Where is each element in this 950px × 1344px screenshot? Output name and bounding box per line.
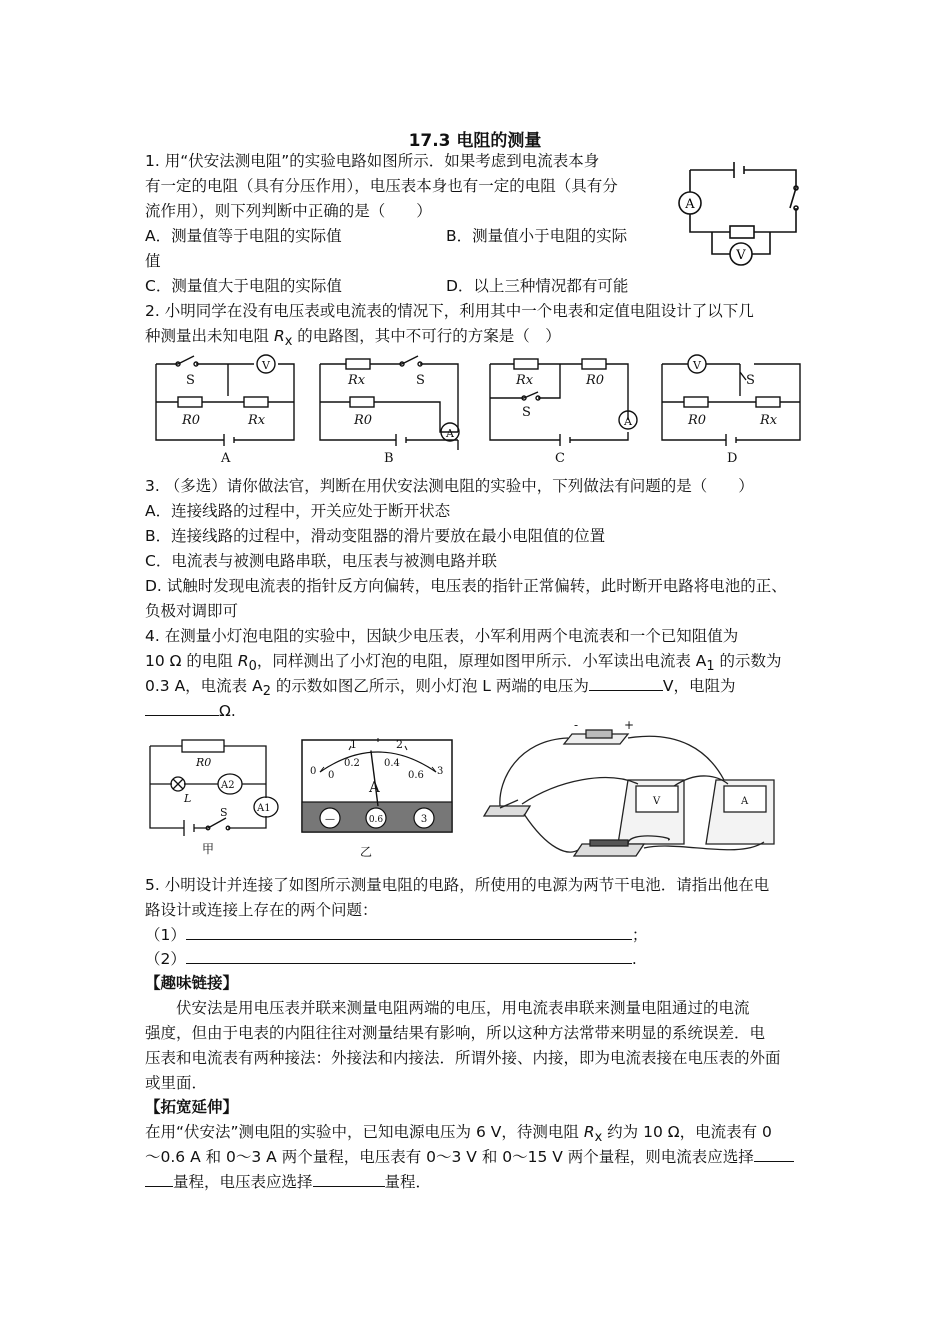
q4-jia-l: L <box>184 792 192 805</box>
q1-voltmeter-label: V <box>736 248 746 263</box>
q4-apparatus-minus: - <box>574 720 579 732</box>
q2-d-rx: Rx <box>760 413 778 428</box>
q5-line2: 路设计或连接上存在的两个问题： <box>145 901 378 919</box>
q2-d-voltmeter: V <box>693 359 701 372</box>
q4-meter-tick-right: 3 <box>437 766 444 777</box>
q2-label-a: A <box>221 451 231 466</box>
q2-c-r0: R0 <box>586 373 605 388</box>
q1-line3: 流作用），则下列判断中正确的是（ ） <box>145 202 432 220</box>
fun-p1: 伏安法是用电压表并联来测量电阻两端的电压，用电流表串联来测量电阻通过的电流 <box>145 999 750 1017</box>
q5-blank-2 <box>186 947 632 964</box>
q2-b-ammeter: A <box>446 427 454 440</box>
q2-a-rx: Rx <box>248 413 266 428</box>
q5-blank-1 <box>186 923 632 940</box>
q3-option-c: C．电流表与被测电路串联，电压表与被测电路并联 <box>145 552 497 570</box>
q4-meter-tick-b02: 0.2 <box>344 758 360 769</box>
q4-voltage-blank <box>589 674 663 691</box>
q2-b-switch: S <box>416 373 425 388</box>
q4-meter-tick-b0: 0 <box>328 770 335 781</box>
q2-c-switch: S <box>522 405 531 420</box>
q4-circuit-jia <box>146 736 286 858</box>
q2-a-voltmeter: V <box>262 359 270 372</box>
q4-jia-a1: A1 <box>257 803 271 814</box>
q4-meter-unit: A <box>369 778 380 796</box>
ext-line1: 在用“伏安法”测电阻的实验中，已知电源电压为 6 V，待测电阻 $R_x$ 约为 10 Ω，电流表有 0 <box>145 1123 772 1146</box>
q2-label-d: D <box>727 451 738 466</box>
page-title: 17.3 电阻的测量 <box>408 131 542 151</box>
q2-circuit-options <box>150 352 810 467</box>
q1-circuit-diagram <box>672 158 802 274</box>
fun-p4: 或里面． <box>145 1074 208 1092</box>
q2-d-switch: S <box>746 373 755 388</box>
fun-p3: 压表和电流表有两种接法：外接法和内接法．所谓外接、内接，即为电流表接在电压表的外面 <box>145 1049 781 1067</box>
q4-line4: Ω. <box>145 699 236 723</box>
q4-apparatus-a: A <box>741 796 749 807</box>
q4-jia-r0: R0 <box>196 756 212 769</box>
q1-option-a: A．测量值等于电阻的实际值 <box>145 227 342 245</box>
q2-label-b: B <box>384 451 394 466</box>
q1-option-b: B．测量值小于电阻的实际 <box>446 227 628 245</box>
q4-jia-s: S <box>220 806 228 819</box>
ext-ammeter-blank-a <box>754 1145 794 1162</box>
q3-line1: 3. （多选）请你做法官，判断在用伏安法测电阻的实验中，下列做法有问题的是（ ） <box>145 477 754 495</box>
q4-yi-caption: 乙 <box>359 845 373 859</box>
q4-apparatus-photo <box>478 720 803 862</box>
q2-line1: 2. 小明同学在没有电压表或电流表的情况下，利用其中一个电表和定值电阻设计了以下几 <box>145 302 754 320</box>
q4-resistance-blank <box>145 699 219 716</box>
q2-line2: 种测量出未知电阻 $R_x$ 的电路图，其中不可行的方案是（ ） <box>145 327 561 350</box>
ext-heading: 【拓宽延伸】 <box>145 1098 239 1116</box>
ext-line3: 量程，电压表应选择 量程． <box>145 1170 431 1194</box>
q1-line2: 有一定的电阻（具有分压作用），电压表本身也有一定的电阻（具有分 <box>145 177 618 195</box>
q2-a-switch: S <box>186 373 195 388</box>
q4-terminal-minus: — <box>325 814 335 825</box>
q2-label-c: C <box>555 451 565 466</box>
q5-line1: 5. 小明设计并连接了如图所示测量电阻的电路，所使用的电源为两节干电池．请指出他在电 <box>145 876 770 894</box>
q1-line1: 1. 用“伏安法测电阻”的实验电路如图所示．如果考虑到电流表本身 <box>145 152 600 170</box>
ext-ammeter-blank-b <box>145 1170 173 1187</box>
q4-apparatus-plus: + <box>624 720 635 732</box>
q4-ammeter-dial-yi <box>298 736 458 862</box>
q4-meter-tick-1: 1 <box>350 738 357 751</box>
q4-meter-tick-b04: 0.4 <box>384 758 400 769</box>
q4-terminal-06: 0.6 <box>368 815 384 825</box>
ext-voltmeter-blank <box>313 1170 385 1187</box>
q4-line3: 0.3 A，电流表 $A_2$ 的示数如图乙所示，则小灯泡 L 两端的电压为 V，电阻为 <box>145 674 735 704</box>
q1-option-c: C．测量值大于电阻的实际值 <box>145 277 342 295</box>
q5-item1: （1） ； <box>145 923 647 947</box>
q4-terminal-3: 3 <box>420 814 428 825</box>
q2-b-rx: Rx <box>348 373 366 388</box>
q4-jia-caption: 甲 <box>202 842 215 856</box>
q3-option-d1: D. 试触时发现电流表的指针反方向偏转，电压表的指针正常偏转，此时断开电路将电池的正、 <box>145 577 787 595</box>
q3-option-a: A．连接线路的过程中，开关应处于断开状态 <box>145 502 451 520</box>
q2-var-r: R <box>273 327 285 345</box>
q2-d-r0: R0 <box>688 413 707 428</box>
q4-meter-tick-b06: 0.6 <box>408 770 424 781</box>
q4-line1: 4. 在测量小灯泡电阻的实验中，因缺少电压表，小军利用两个电流表和一个已知阻值为 <box>145 627 739 645</box>
q3-option-b: B．连接线路的过程中，滑动变阻器的滑片要放在最小电阻值的位置 <box>145 527 606 545</box>
q2-b-r0: R0 <box>354 413 373 428</box>
q1-ammeter-label: A <box>685 197 695 212</box>
q4-apparatus-v: V <box>653 796 661 807</box>
q1-option-d: D．以上三种情况都有可能 <box>446 277 629 295</box>
q4-meter-tick-2: 2 <box>396 738 403 751</box>
fun-heading: 【趣味链接】 <box>145 974 239 992</box>
q4-line2: 10 Ω 的电阻 $R_0$，同样测出了小灯泡的电阻，原理如图甲所示．小军读出电流表 $A_1$ 的示数为 <box>145 652 782 675</box>
q2-c-rx: Rx <box>516 373 534 388</box>
q3-option-d2: 负极对调即可 <box>145 602 239 620</box>
q2-a-r0: R0 <box>182 413 201 428</box>
fun-p2: 强度，但由于电表的内阻往往对测量结果有影响，所以这种方法常带来明显的系统误差．电 <box>145 1024 766 1042</box>
q5-item2: （2） . <box>145 947 637 971</box>
ext-line2: ～0.6 A 和 0～3 A 两个量程，电压表有 0～3 V 和 0～15 V 两个量程，则电流表应选择 <box>145 1145 794 1169</box>
q4-meter-tick-left: 0 <box>310 766 317 777</box>
q2-c-ammeter: A <box>624 415 632 428</box>
q1-option-b-cont: 值 <box>145 252 161 270</box>
q4-jia-a2: A2 <box>221 780 235 791</box>
